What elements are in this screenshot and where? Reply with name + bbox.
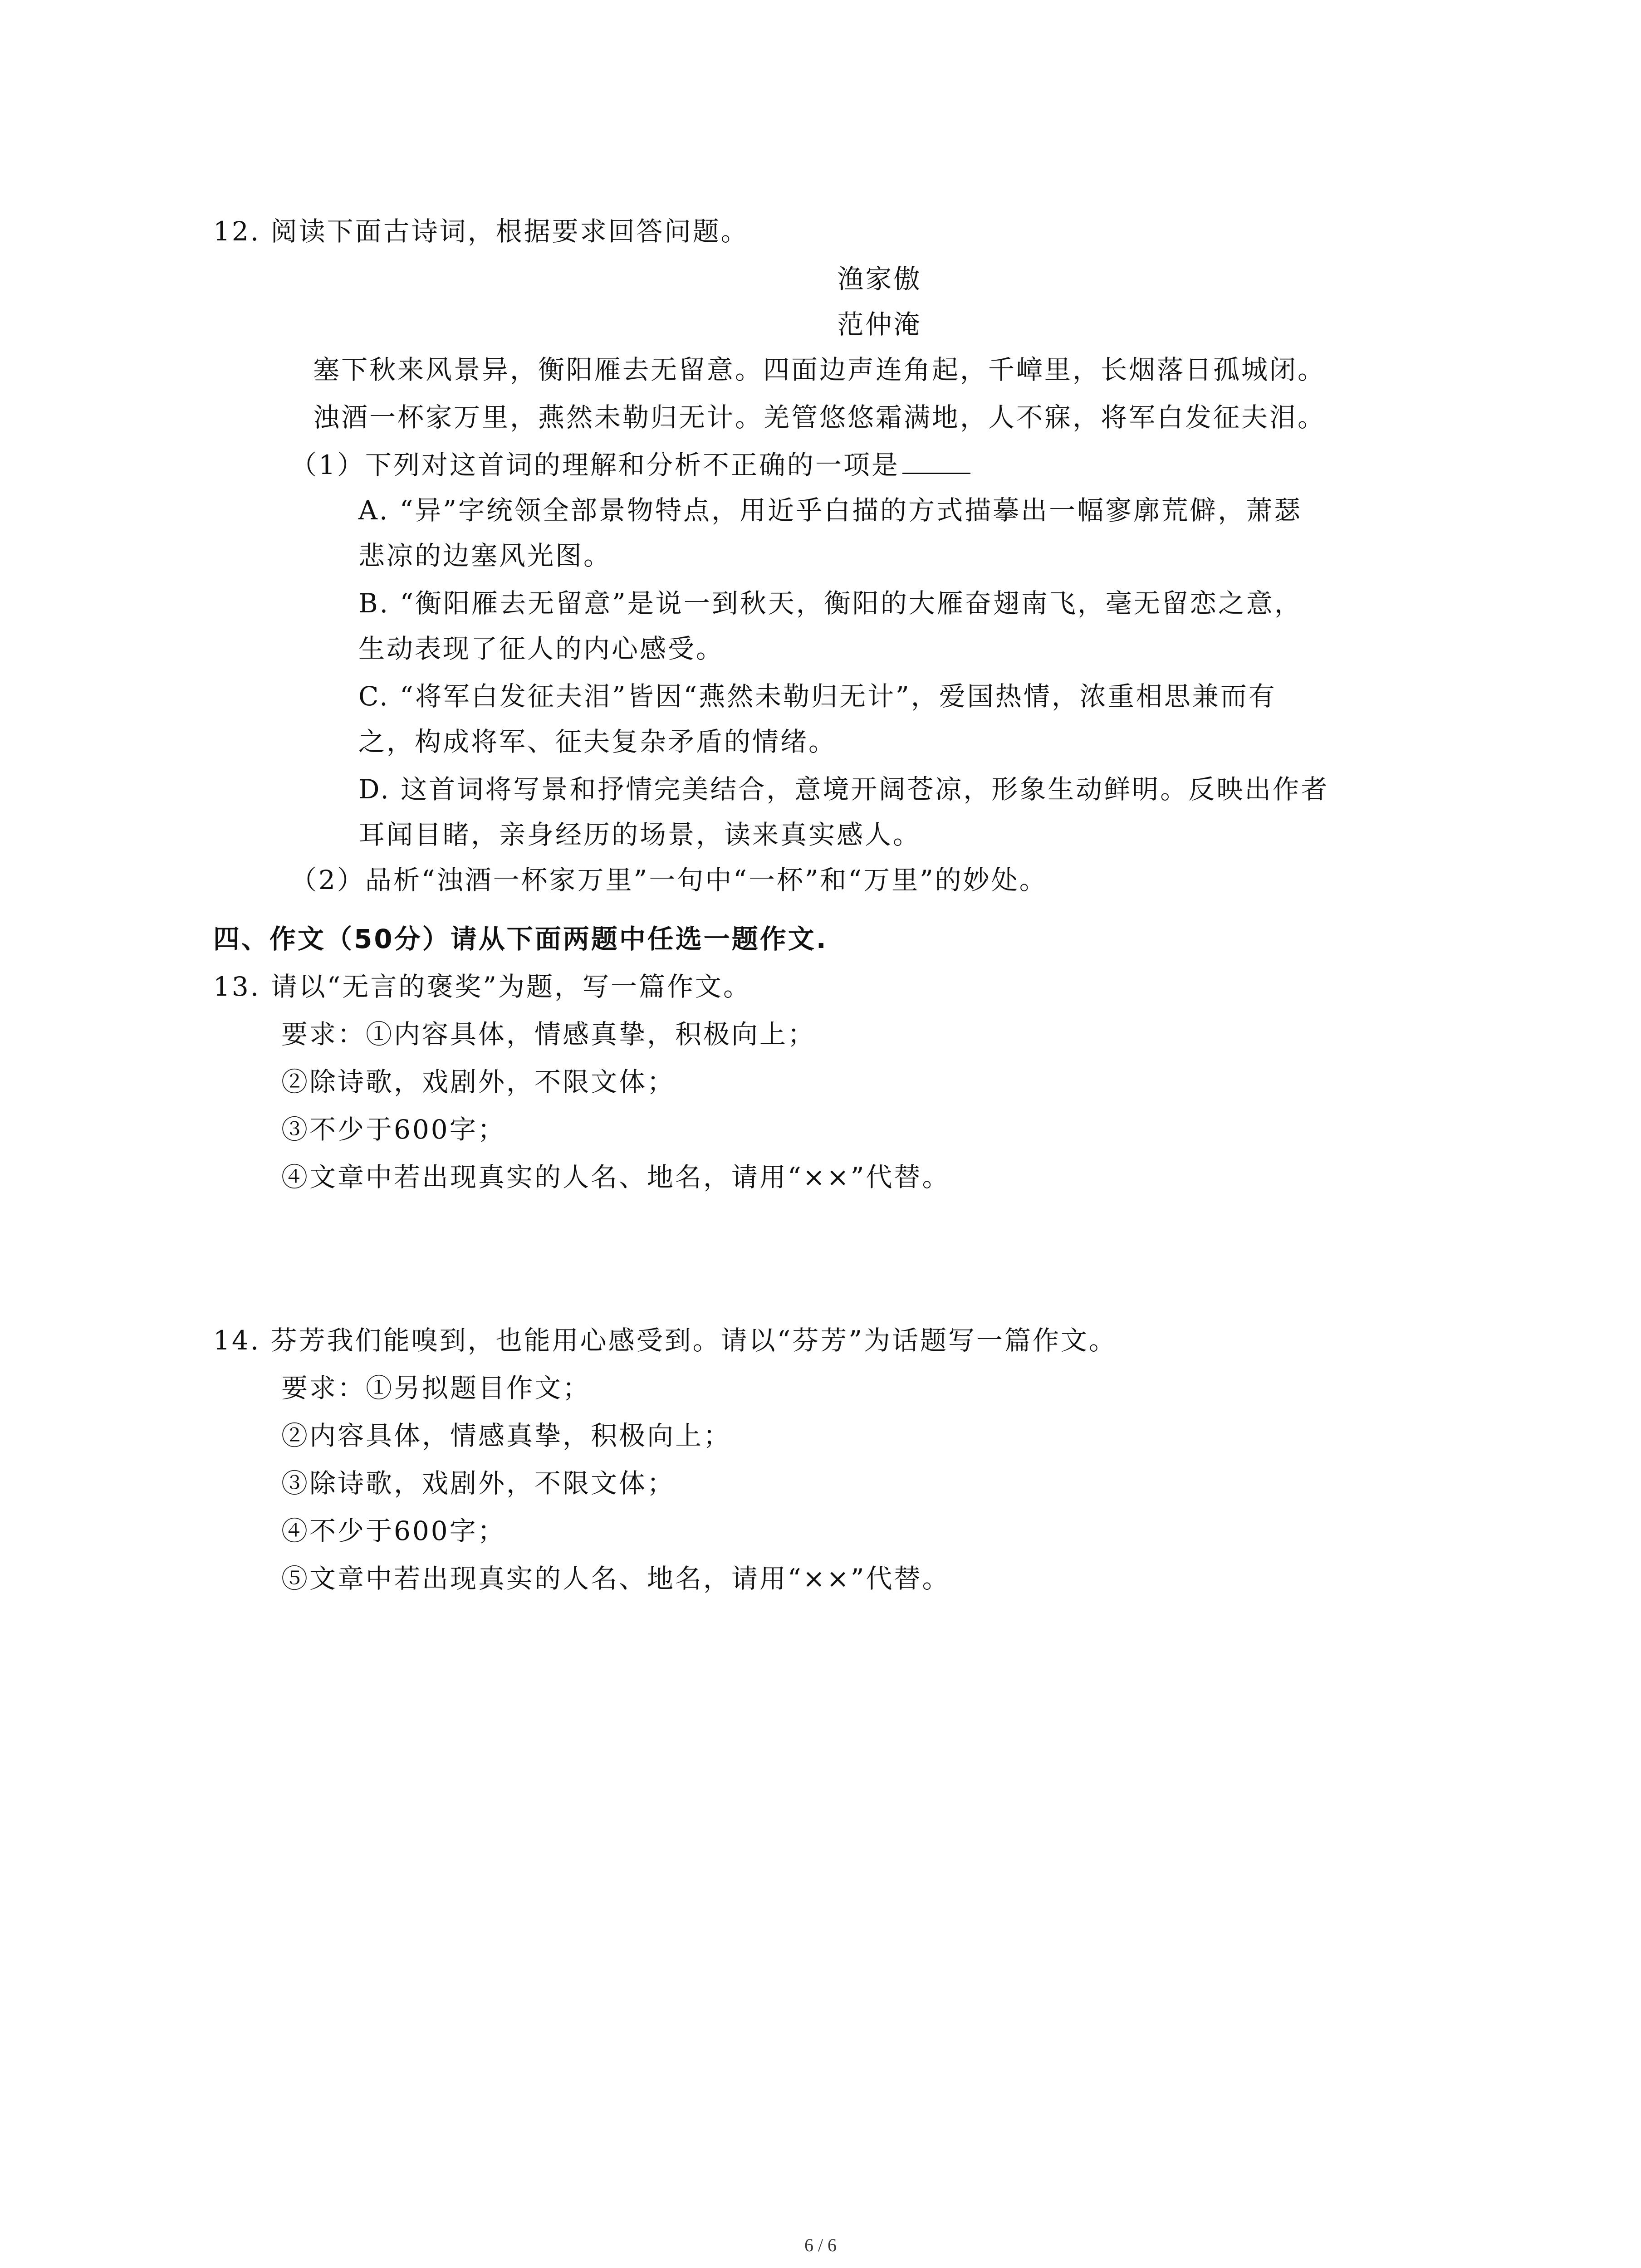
option-c-line-2: 之，构成将军、征夫复杂矛盾的情绪。 <box>358 726 837 757</box>
option-c-line-1: C. “将军白发征夫泪”皆因“燕然未勒归无计”，爱国热情，浓重相思兼而有 <box>358 681 1277 712</box>
option-d-line-1: D. 这首词将写景和抒情完美结合，意境开阔苍凉，形象生动鲜明。反映出作者 <box>358 774 1329 805</box>
question-12-stem: 12. 阅读下面古诗词，根据要求回答问题。 <box>213 216 749 247</box>
q13-requirement-1: 要求：①内容具体，情感真挚，积极向上； <box>281 1019 816 1050</box>
q13-requirement-4: ④文章中若出现真实的人名、地名，请用“××”代替。 <box>281 1162 950 1193</box>
poem-title: 渔家傲 <box>837 264 922 294</box>
q13-requirement-3: ③不少于600字； <box>281 1114 506 1145</box>
q14-requirement-4: ④不少于600字； <box>281 1515 506 1546</box>
q14-requirement-3: ③除诗歌，戏剧外，不限文体； <box>281 1468 676 1499</box>
option-a-line-2: 悲凉的边塞风光图。 <box>358 540 612 571</box>
option-b-line-2: 生动表现了征人的内心感受。 <box>358 633 725 664</box>
q14-requirement-1: 要求：①另拟题目作文； <box>281 1373 591 1403</box>
q14-requirement-2: ②内容具体，情感真挚，积极向上； <box>281 1420 732 1451</box>
poem-author: 范仲淹 <box>837 309 922 340</box>
sub-question-1 <box>290 447 970 483</box>
answer-blank[interactable] <box>902 447 970 474</box>
option-a-line-1: A. “异”字统领全部景物特点，用近乎白描的方式描摹出一幅寥廓荒僻，萧瑟 <box>358 495 1303 526</box>
q14-requirement-5: ⑤文章中若出现真实的人名、地名，请用“××”代替。 <box>281 1563 950 1594</box>
poem-line-2: 浊酒一杯家万里，燕然未勒归无计。羌管悠悠霜满地，人不寐，将军白发征夫泪。 <box>313 402 1326 433</box>
question-14-stem: 14. 芬芳我们能嗅到，也能用心感受到。请以“芬芳”为话题写一篇作文。 <box>213 1325 1117 1356</box>
section-4-heading: 四、作文（50分）请从下面两题中任选一题作文. <box>213 924 828 954</box>
option-d-line-2: 耳闻目睹，亲身经历的场景，读来真实感人。 <box>358 819 921 850</box>
option-b-line-1: B. “衡阳雁去无留意”是说一到秋天，衡阳的大雁奋翅南飞，毫无留恋之意， <box>358 588 1303 619</box>
poem-line-1: 塞下秋来风景异，衡阳雁去无留意。四面边声连角起，千嶂里，长烟落日孤城闭。 <box>313 354 1326 385</box>
sub-question-1-text: （1）下列对这首词的理解和分析不正确的一项是 <box>290 450 900 480</box>
sub-question-2: （2）品析“浊酒一杯家万里”一句中“一杯”和“万里”的妙处。 <box>290 865 1048 895</box>
question-13-stem: 13. 请以“无言的褒奖”为题，写一篇作文。 <box>213 971 751 1002</box>
page-number: 6 / 6 <box>804 2235 837 2255</box>
q13-requirement-2: ②除诗歌，戏剧外，不限文体； <box>281 1066 676 1097</box>
